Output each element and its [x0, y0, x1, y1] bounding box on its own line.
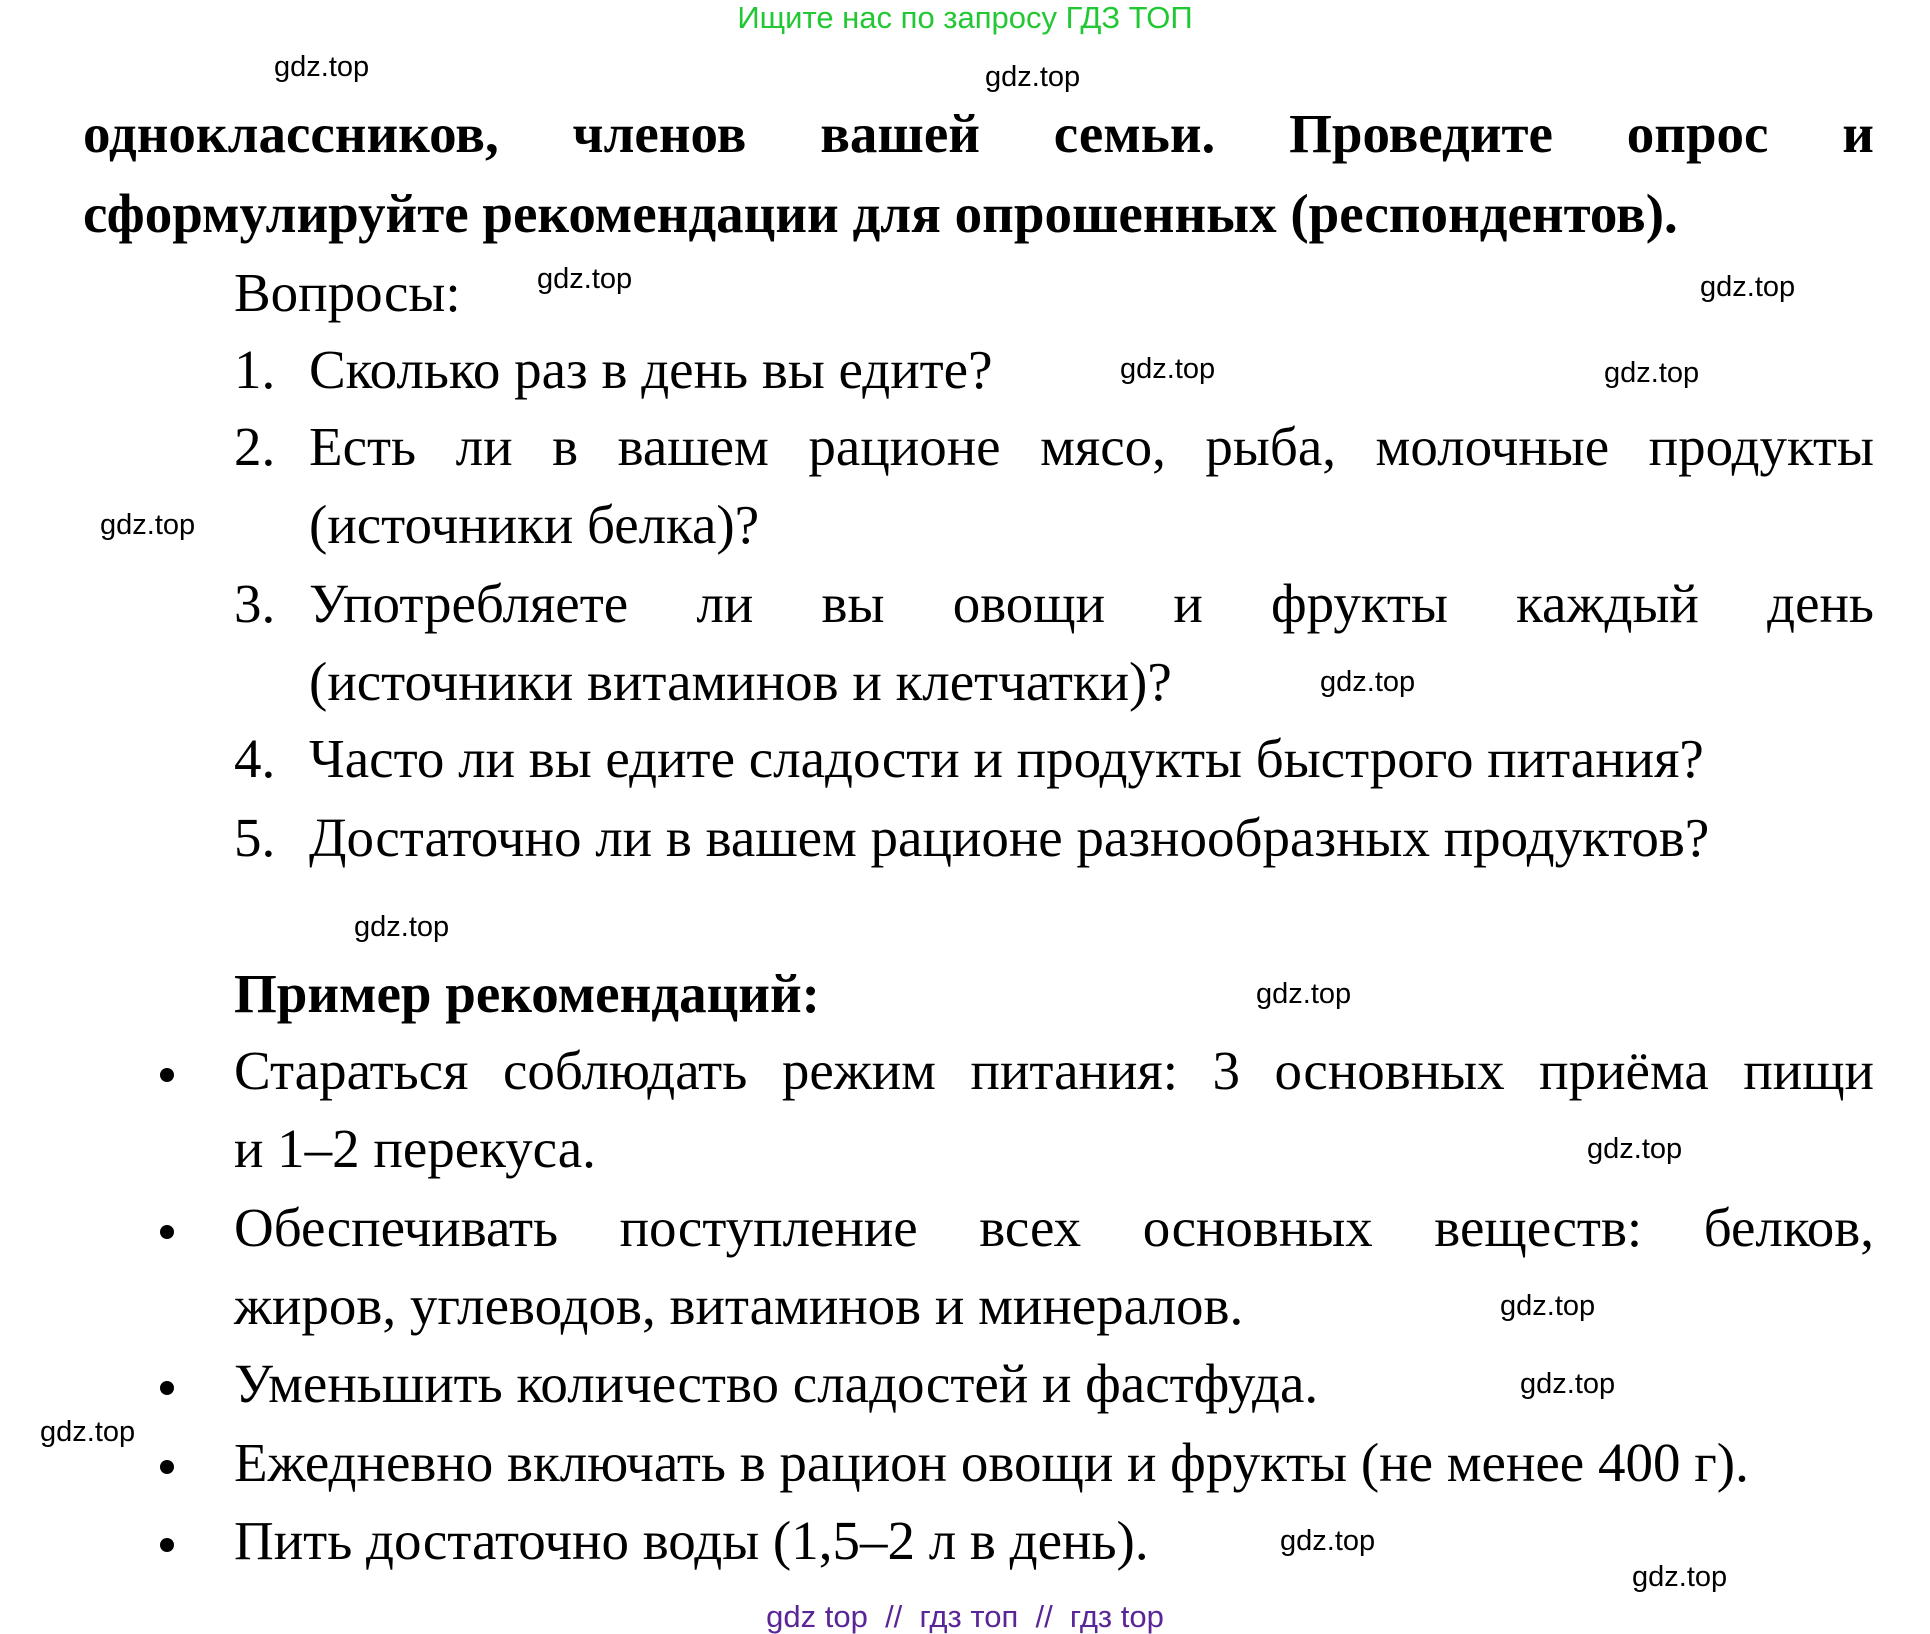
- watermark: gdz.top: [1120, 353, 1216, 385]
- recommendation-text-cont: жиров, углеводов, витаминов и минералов.: [234, 1275, 1244, 1336]
- bullet-icon: [160, 1538, 174, 1552]
- question-text-cont: (источники белка)?: [309, 494, 760, 555]
- questions-title: Вопросы:: [234, 262, 461, 323]
- watermark: gdz.top: [1520, 1368, 1616, 1400]
- watermark: gdz.top: [354, 911, 450, 943]
- watermark: gdz.top: [40, 1416, 136, 1448]
- question-text: Сколько раз в день вы едите?: [309, 339, 993, 400]
- intro-line-2: сформулируйте рекомендации для опрошенных (респондентов).: [83, 183, 1678, 244]
- recommendation-text: Стараться соблюдать режим питания: 3 основных приёма пищи: [234, 1040, 1874, 1101]
- question-number: 1.: [234, 339, 276, 400]
- watermark: gdz.top: [1587, 1133, 1683, 1165]
- bullet-icon: [160, 1225, 174, 1239]
- question-text: Есть ли в вашем рационе мясо, рыба, молочные продукты: [309, 416, 1874, 477]
- watermark: gdz.top: [537, 263, 633, 295]
- recommendations-title: Пример рекомендаций:: [234, 963, 820, 1024]
- watermark: gdz.top: [1280, 1525, 1376, 1557]
- question-number: 2.: [234, 416, 276, 477]
- watermark: gdz.top: [1632, 1561, 1728, 1593]
- watermark: gdz.top: [100, 509, 196, 541]
- watermark: gdz.top: [985, 61, 1081, 93]
- watermark: gdz.top: [1500, 1290, 1596, 1322]
- question-text: Часто ли вы едите сладости и продукты быстрого питания?: [309, 728, 1704, 789]
- watermark: gdz.top: [1256, 978, 1352, 1010]
- recommendation-text: Обеспечивать поступление всех основных веществ: белков,: [234, 1197, 1874, 1258]
- recommendation-text-cont: и 1–2 перекуса.: [234, 1118, 596, 1179]
- bullet-icon: [160, 1460, 174, 1474]
- watermark: gdz.top: [274, 51, 370, 83]
- watermark: gdz.top: [1700, 271, 1796, 303]
- recommendation-text: Уменьшить количество сладостей и фастфуда.: [234, 1353, 1319, 1414]
- recommendation-text: Пить достаточно воды (1,5–2 л в день).: [234, 1510, 1149, 1571]
- question-number: 5.: [234, 807, 276, 868]
- header-banner: Ищите нас по запросу ГДЗ ТОП: [737, 0, 1193, 35]
- footer-banner: gdz top // гдз топ // гдз top: [766, 1599, 1164, 1634]
- question-number: 4.: [234, 728, 276, 789]
- intro-line-1: одноклассников, членов вашей семьи. Проведите опрос и: [83, 103, 1874, 164]
- question-number: 3.: [234, 573, 276, 634]
- question-text-cont: (источники витаминов и клетчатки)?: [309, 651, 1172, 712]
- watermark: gdz.top: [1320, 666, 1416, 698]
- question-text: Употребляете ли вы овощи и фрукты каждый день: [309, 573, 1874, 634]
- bullet-icon: [160, 1068, 174, 1082]
- recommendation-text: Ежедневно включать в рацион овощи и фрукты (не менее 400 г).: [234, 1432, 1749, 1493]
- question-text: Достаточно ли в вашем рационе разнообразных продуктов?: [309, 807, 1710, 868]
- bullet-icon: [160, 1381, 174, 1395]
- watermark: gdz.top: [1604, 357, 1700, 389]
